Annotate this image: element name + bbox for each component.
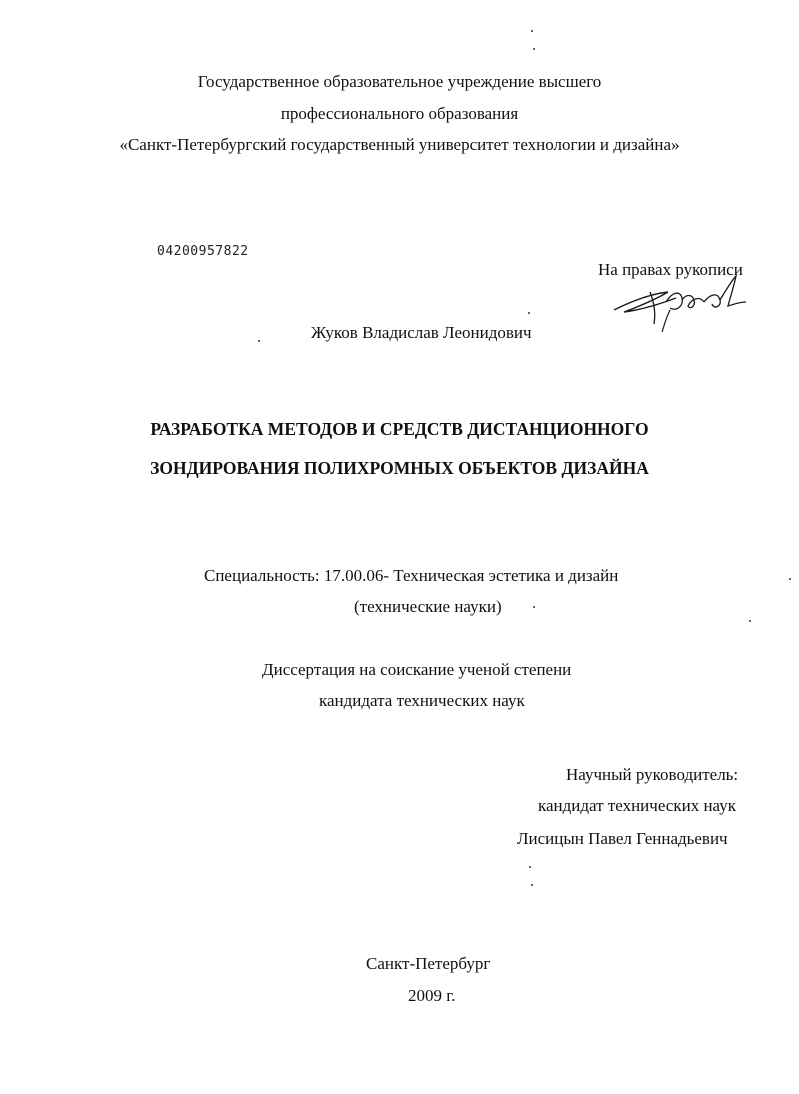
year: 2009 г. [408, 986, 456, 1005]
scan-speck [749, 620, 751, 622]
scan-speck [533, 606, 535, 608]
specialty-line-2: (технические науки) [354, 597, 502, 616]
dissertation-title-line-1: РАЗРАБОТКА МЕТОДОВ И СРЕДСТВ ДИСТАНЦИОННОГО [150, 419, 649, 439]
scan-speck [531, 30, 533, 32]
supervisor-degree: кандидат технических наук [538, 796, 736, 815]
scan-speck [533, 48, 535, 50]
institution-line-1: Государственное образовательное учреждение высшего [197, 72, 602, 91]
manuscript-note: На правах рукописи [598, 260, 743, 279]
scan-speck [789, 578, 791, 580]
signature-image [610, 272, 750, 334]
degree-line-1: Диссертация на соискание ученой степени [262, 660, 572, 679]
catalog-number: 04200957822 [157, 244, 249, 259]
scan-speck [531, 884, 533, 886]
institution-line-2: профессионального образования [280, 104, 519, 123]
author-name: Жуков Владислав Леонидович [311, 323, 532, 342]
dissertation-title-line-2: ЗОНДИРОВАНИЯ ПОЛИХРОМНЫХ ОБЪЕКТОВ ДИЗАЙНА [150, 458, 649, 478]
specialty-line-1: Специальность: 17.00.06- Техническая эстетика и дизайн [204, 566, 619, 585]
supervisor-label: Научный руководитель: [566, 765, 739, 784]
city: Санкт-Петербург [366, 954, 491, 973]
scan-speck [258, 340, 260, 342]
supervisor-name: Лисицын Павел Геннадьевич [517, 829, 728, 848]
scan-speck [529, 866, 531, 868]
scan-speck [528, 312, 530, 314]
institution-line-3: «Санкт-Петербургский государственный университет технологии и дизайна» [119, 135, 680, 154]
degree-line-2: кандидата технических наук [319, 691, 525, 710]
